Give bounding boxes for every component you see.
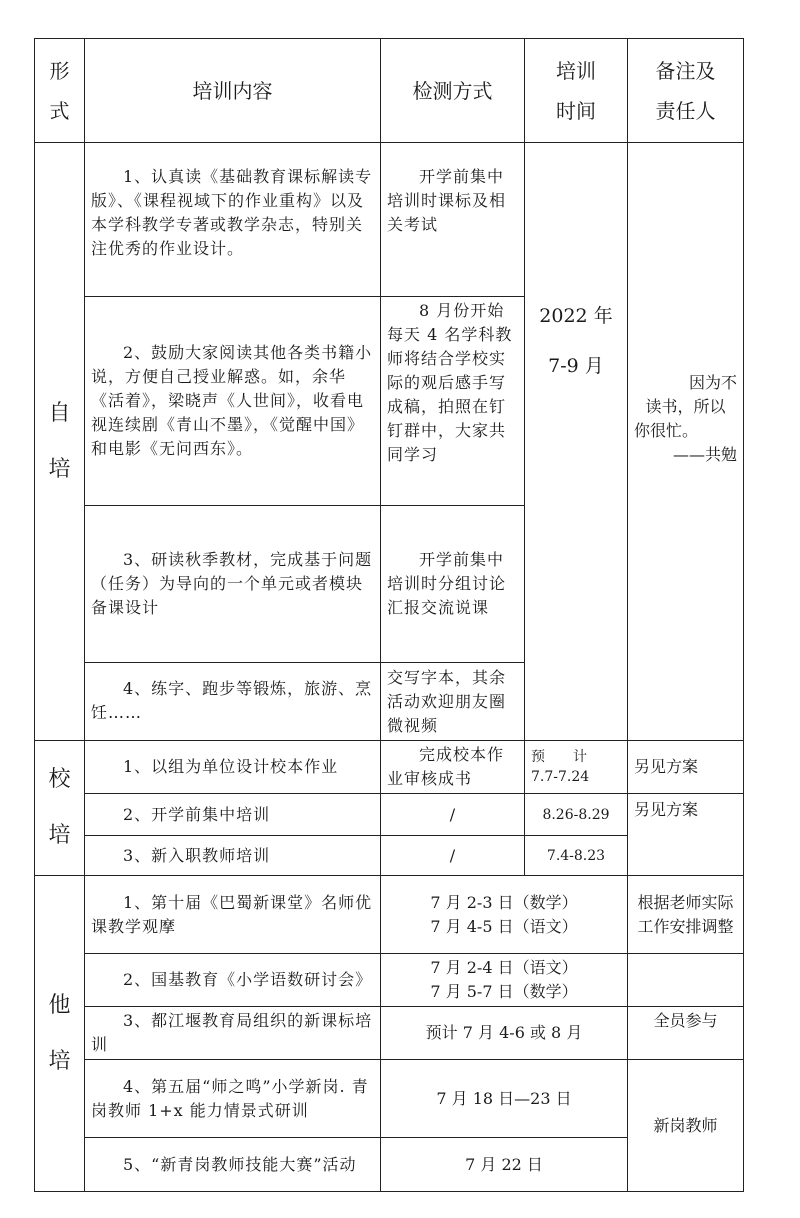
school-time-2: 8.26-8.29	[525, 794, 628, 836]
training-plan-table	[34, 38, 744, 1192]
other-content-5: 5、“新青岗教师技能大赛”活动	[85, 1138, 381, 1192]
self-section-label: 自 培	[35, 143, 85, 741]
other-content-1: 1、第十届《巴蜀新课堂》名师优课教学观摩	[85, 876, 381, 954]
school-content-2: 2、开学前集中培训	[85, 794, 381, 836]
school-time-1: 预 计 7.7-7.24	[525, 741, 628, 794]
other-remark-3: 全员参与	[628, 1007, 744, 1060]
other-section-label: 他 培	[35, 876, 85, 1192]
school-method-1: 完成校本作业审核成书	[381, 741, 525, 794]
self-content-3: 3、研读秋季教材，完成基于问题（任务）为导向的一个单元或者模块备课设计	[85, 506, 381, 663]
header-row	[35, 39, 744, 143]
self-content-2: 2、鼓励大家阅读其他各类书籍小说，方便自己授业解惑。如，余华《活着》，梁晓声《人世间》，收看电视连续剧《青山不墨》，《觉醒中国》和电影《无问西东》。	[85, 297, 381, 506]
self-remark: 因为不 读书，所以 你很忙。 ——共勉	[628, 143, 744, 741]
other-remark-4: 新岗教师	[628, 1060, 744, 1192]
self-method-3: 开学前集中培训时分组讨论汇报交流说课	[381, 506, 525, 663]
school-row-1	[35, 741, 744, 794]
other-content-4: 4、第五届“师之鸣”小学新岗. 青岗教师 1+x 能力情景式研训	[85, 1060, 381, 1138]
other-time-1: 7 月 2-3 日（数学） 7 月 4-5 日（语文）	[381, 876, 628, 954]
school-remark-1: 另见方案	[628, 741, 744, 794]
self-method-4: 交写字本，其余活动欢迎朋友圈微视频	[381, 663, 525, 741]
self-time: 2022 年 7-9 月	[525, 143, 628, 741]
other-remark-1: 根据老师实际工作安排调整	[628, 876, 744, 954]
other-row-3	[35, 1007, 744, 1060]
school-section-label: 校 培	[35, 741, 85, 876]
header-form: 形 式	[35, 39, 85, 143]
self-row-1	[35, 143, 744, 297]
school-method-2: /	[381, 794, 525, 836]
school-time-3: 7.4-8.23	[525, 836, 628, 876]
school-content-3: 3、新入职教师培训	[85, 836, 381, 876]
other-row-4	[35, 1060, 744, 1138]
school-remark-2: 另见方案	[628, 794, 744, 876]
header-time: 培训 时间	[525, 39, 628, 143]
self-method-1: 开学前集中培训时课标及相关考试	[381, 143, 525, 297]
other-content-3: 3、都江堰教育局组织的新课标培训	[85, 1007, 381, 1060]
self-content-1: 1、认真读《基础教育课标解读专版》、《课程视域下的作业重构》以及本学科教学专著或教学杂志，特别关注优秀的作业设计。	[85, 143, 381, 297]
other-row-1	[35, 876, 744, 954]
school-row-2	[35, 794, 744, 836]
other-remark-2	[628, 954, 744, 1007]
self-content-4: 4、练字、跑步等锻炼，旅游、烹饪……	[85, 663, 381, 741]
other-time-2: 7 月 2-4 日（语文） 7 月 5-7 日（数学）	[381, 954, 628, 1007]
header-method: 检测方式	[381, 39, 525, 143]
header-remark: 备注及 责任人	[628, 39, 744, 143]
other-content-2: 2、国基教育《小学语数研讨会》	[85, 954, 381, 1007]
school-method-3: /	[381, 836, 525, 876]
other-time-5: 7 月 22 日	[381, 1138, 628, 1192]
header-content: 培训内容	[85, 39, 381, 143]
other-time-4: 7 月 18 日—23 日	[381, 1060, 628, 1138]
other-time-3: 预计 7 月 4-6 或 8 月	[381, 1007, 628, 1060]
other-row-2	[35, 954, 744, 1007]
school-content-1: 1、以组为单位设计校本作业	[85, 741, 381, 794]
self-method-2: 8 月份开始每天 4 名学科教师将结合学校实际的观后感手写成稿，拍照在钉钉群中，大家共同学习	[381, 297, 525, 506]
